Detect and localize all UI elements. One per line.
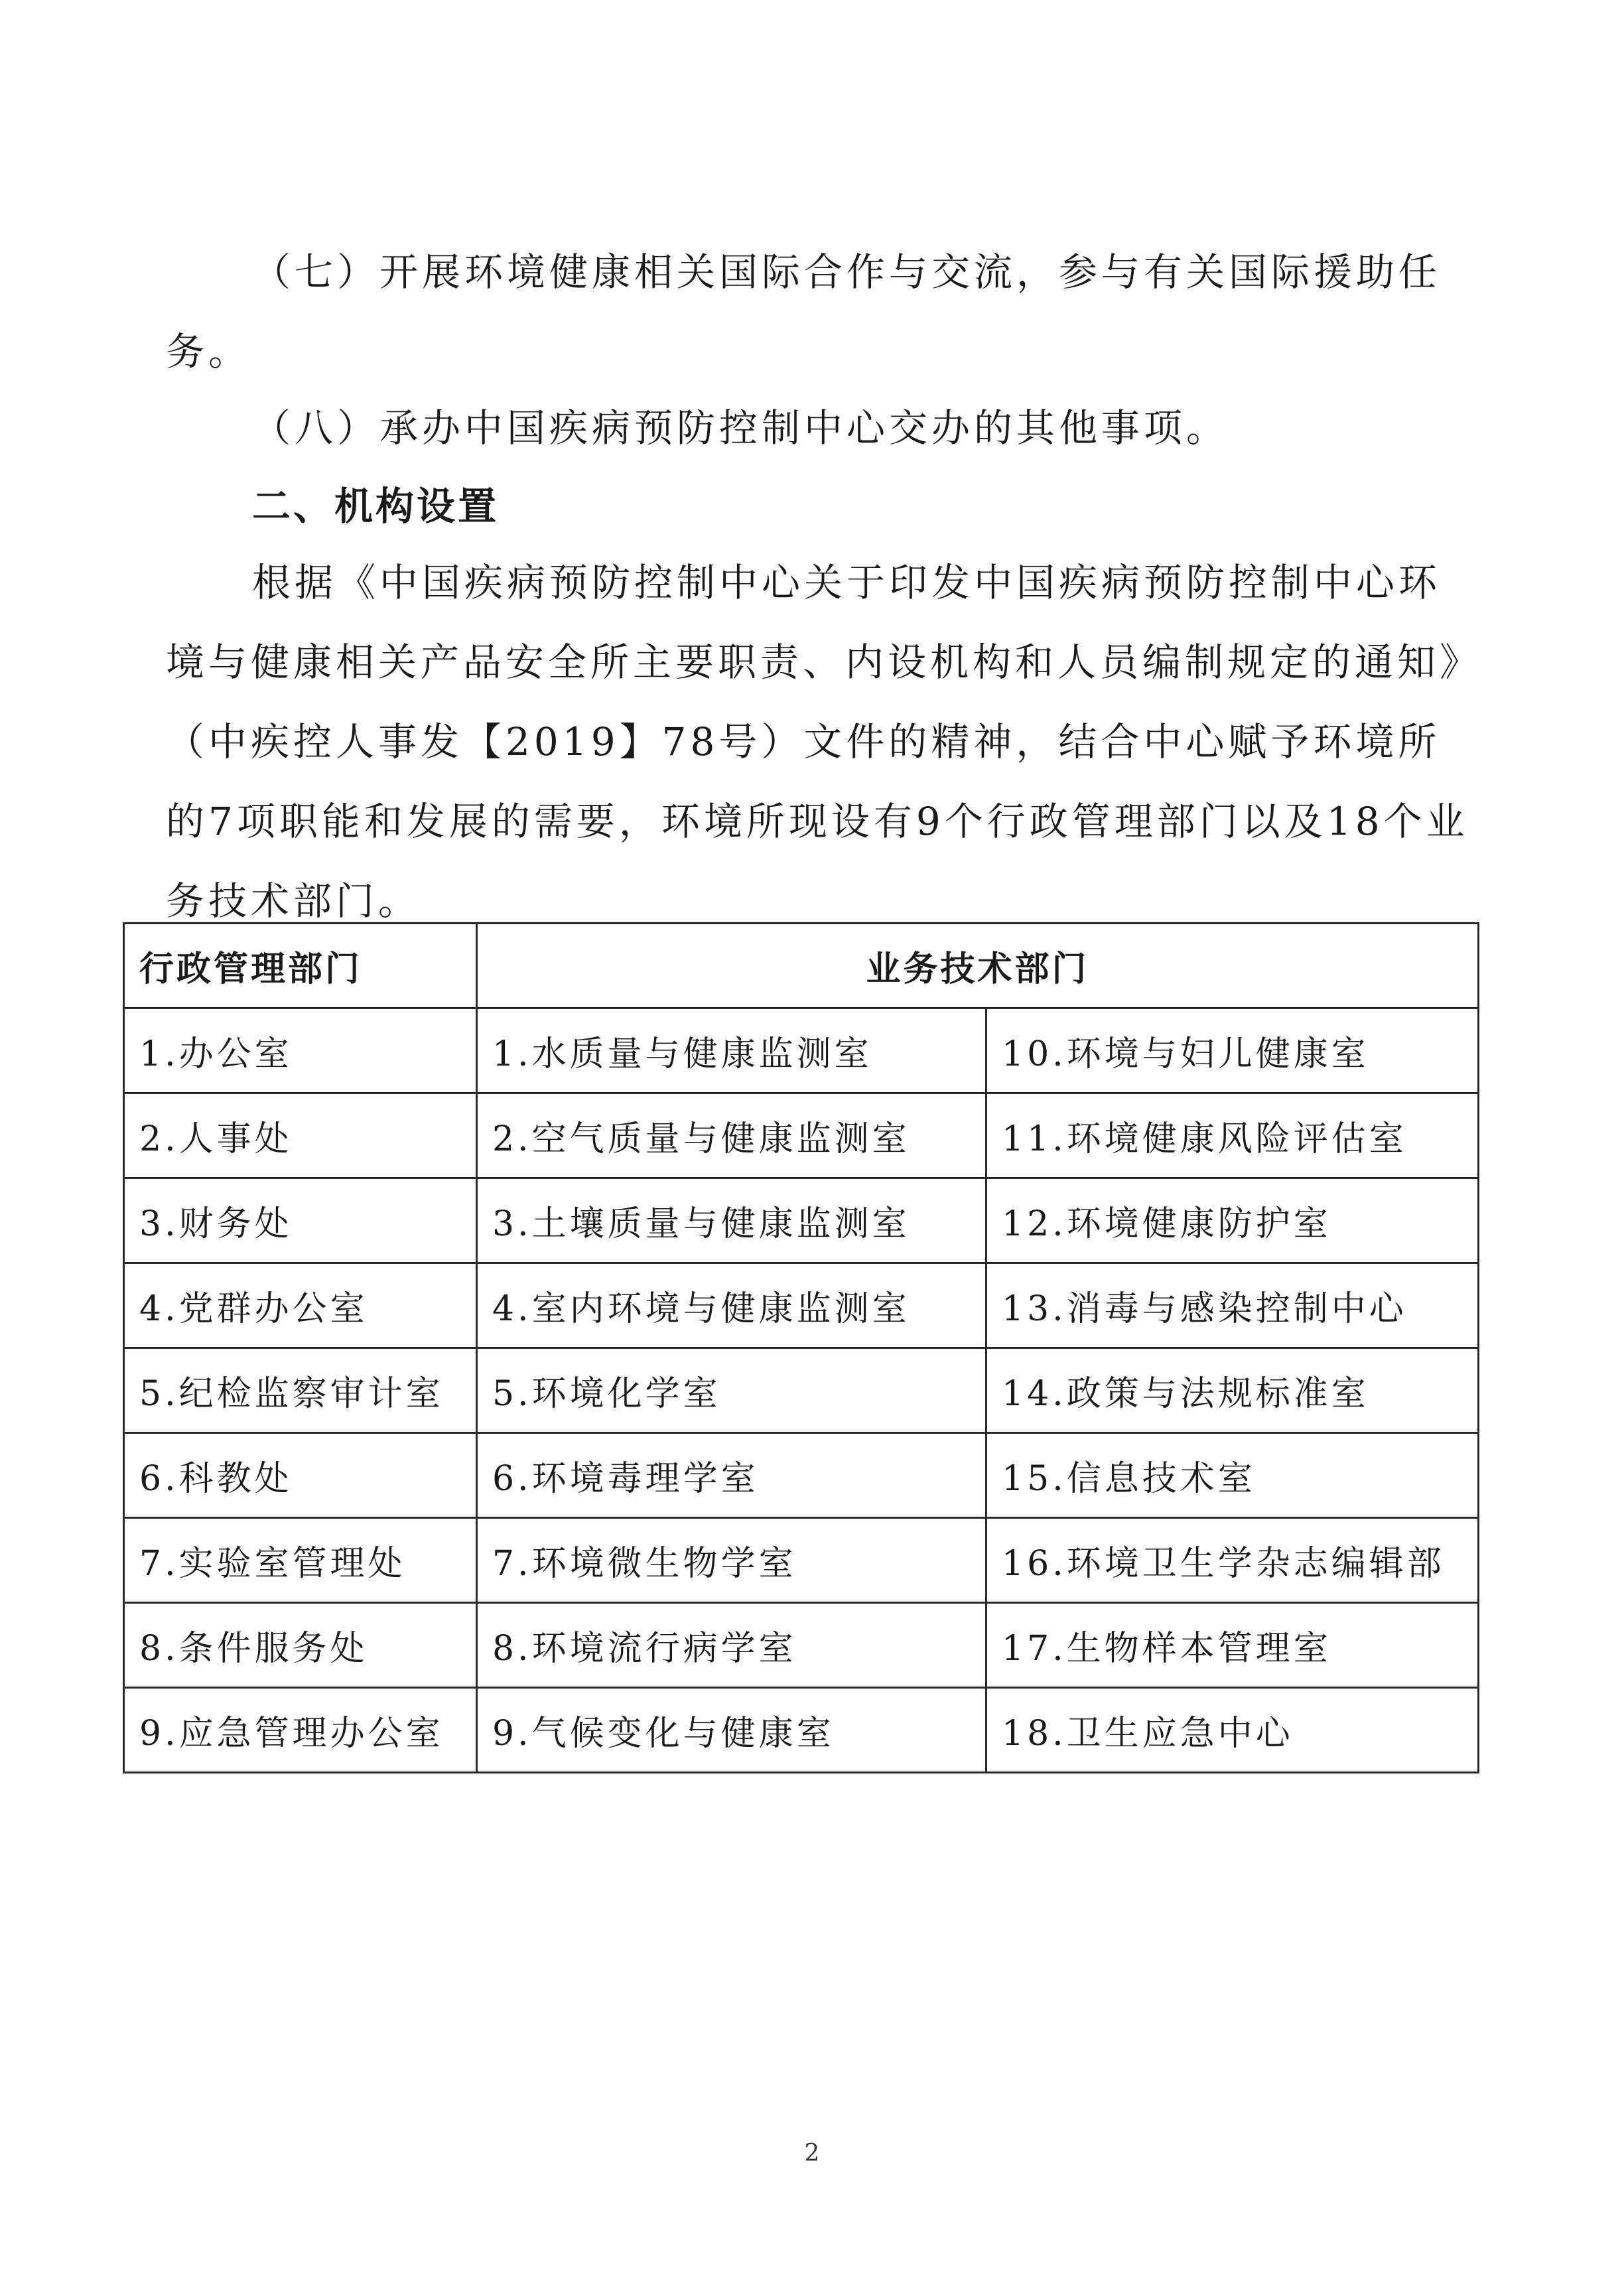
tech-dept-cell: 7.环境微生物学室 xyxy=(477,1518,986,1603)
admin-dept-cell: 7.实验室管理处 xyxy=(124,1518,477,1603)
paragraph-item-8: （八）承办中国疾病预防控制中心交办的其他事项。 xyxy=(252,405,1229,451)
tech-dept-cell: 16.环境卫生学杂志编辑部 xyxy=(986,1518,1479,1603)
table-row xyxy=(124,1178,1479,1263)
tech-dept-cell: 12.环境健康防护室 xyxy=(986,1178,1479,1263)
table-row xyxy=(124,1433,1479,1518)
section-body-paragraph: 根据《中国疾病预防控制中心关于印发中国疾病预防控制中心环境与健康相关产品安全所主要职责、内设机构和人员编制规定的通知》（中疾控人事发【2019】78号）文件的精神，结合中心赋予环境所的7项职能和发展的需要，环境所现设有9个行政管理部门以及18个业务技术部门。 xyxy=(166,560,1469,924)
tech-dept-cell: 18.卫生应急中心 xyxy=(986,1688,1479,1773)
table-row xyxy=(124,1603,1479,1688)
admin-dept-cell: 4.党群办公室 xyxy=(124,1263,477,1348)
department-table xyxy=(123,922,1479,1773)
table-row xyxy=(124,1518,1479,1603)
admin-dept-cell: 1.办公室 xyxy=(124,1008,477,1093)
table-header-row xyxy=(124,924,1479,1008)
tech-dept-cell: 6.环境毒理学室 xyxy=(477,1433,986,1518)
table-row xyxy=(124,1348,1479,1433)
table-row xyxy=(124,1008,1479,1093)
table-row xyxy=(124,1263,1479,1348)
admin-dept-cell: 5.纪检监察审计室 xyxy=(124,1348,477,1433)
tech-dept-cell: 8.环境流行病学室 xyxy=(477,1603,986,1688)
tech-dept-cell: 13.消毒与感染控制中心 xyxy=(986,1263,1479,1348)
admin-dept-cell: 8.条件服务处 xyxy=(124,1603,477,1688)
tech-dept-cell: 11.环境健康风险评估室 xyxy=(986,1093,1479,1178)
tech-dept-cell: 10.环境与妇儿健康室 xyxy=(986,1008,1479,1093)
tech-dept-cell: 3.土壤质量与健康监测室 xyxy=(477,1178,986,1263)
page-number: 2 xyxy=(804,2140,820,2167)
admin-dept-cell: 3.财务处 xyxy=(124,1178,477,1263)
admin-dept-cell: 9.应急管理办公室 xyxy=(124,1688,477,1773)
tech-dept-cell: 5.环境化学室 xyxy=(477,1348,986,1433)
section-heading: 二、机构设置 xyxy=(252,484,500,529)
table-row xyxy=(124,1688,1479,1773)
paragraph-item-7: （七）开展环境健康相关国际合作与交流，参与有关国际援助任务。 xyxy=(166,249,1442,374)
header-admin-departments: 行政管理部门 xyxy=(124,924,477,1008)
table-row xyxy=(124,1093,1479,1178)
tech-dept-cell: 17.生物样本管理室 xyxy=(986,1603,1479,1688)
tech-dept-cell: 1.水质量与健康监测室 xyxy=(477,1008,986,1093)
header-technical-departments: 业务技术部门 xyxy=(477,924,1479,1008)
admin-dept-cell: 6.科教处 xyxy=(124,1433,477,1518)
admin-dept-cell: 2.人事处 xyxy=(124,1093,477,1178)
tech-dept-cell: 4.室内环境与健康监测室 xyxy=(477,1263,986,1348)
tech-dept-cell: 9.气候变化与健康室 xyxy=(477,1688,986,1773)
tech-dept-cell: 15.信息技术室 xyxy=(986,1433,1479,1518)
tech-dept-cell: 14.政策与法规标准室 xyxy=(986,1348,1479,1433)
tech-dept-cell: 2.空气质量与健康监测室 xyxy=(477,1093,986,1178)
